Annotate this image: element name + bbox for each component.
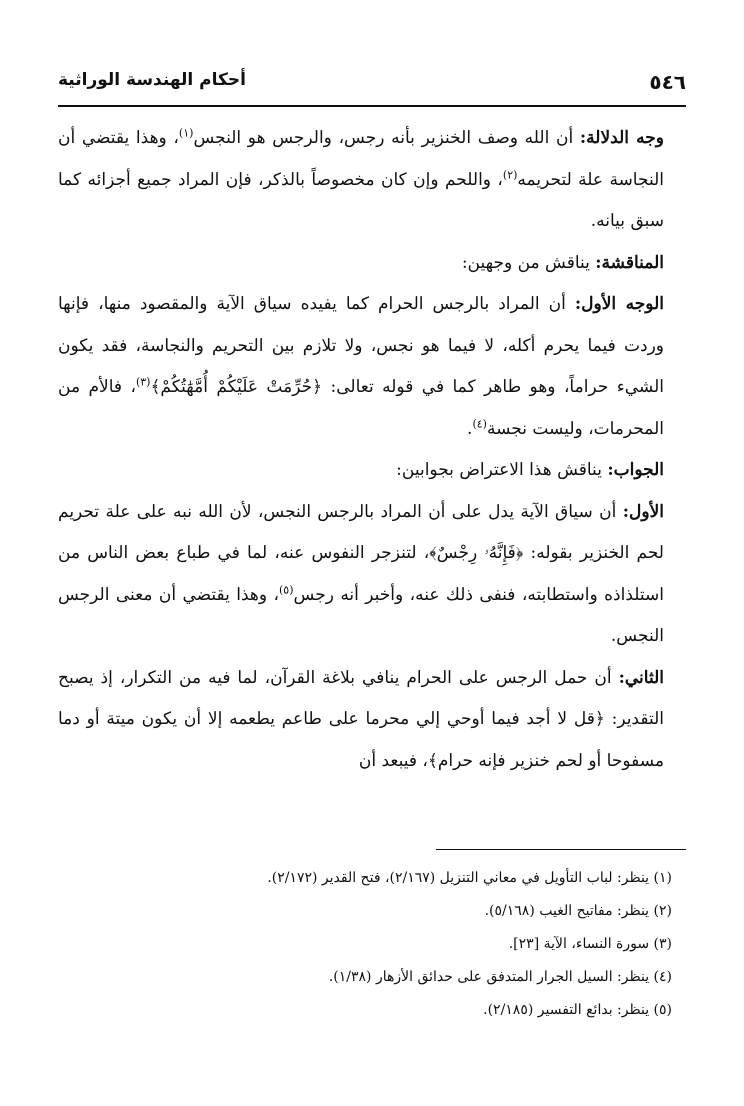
paragraph-first [58, 492, 686, 658]
paragraph-text: أن المراد بالرجس الحرام كما يفيده سياق الآية والمقصود منها، فإنها وردت فيما يحرم أكله، لا فيما هو نجس، ولا تلازم بين التحريم والنجاسة، فقد يكون الشيء حراماً، وهو طاهر كما في قوله تعالى: ﴿حُرِّمَتْ عَلَيْكُمْ أُمَّهَٰتُكُمْ﴾ [58, 294, 664, 397]
paragraph-discussion [58, 243, 686, 285]
label-answer: الجواب: [607, 460, 664, 480]
footnote-item: (١) ينظر: لباب التأويل في معاني التنزيل (٢/١٦٧)، فتح القدير (٢/١٧٢). [267, 870, 672, 886]
paragraph-second [58, 658, 686, 783]
paragraph-text: يناقش هذا الاعتراض بجوابين: [396, 460, 608, 480]
page-header [58, 70, 686, 100]
page-number: ٥٤٦ [649, 70, 686, 94]
paragraph-evidence [58, 118, 686, 243]
paragraph-text: يناقش من وجهين: [461, 252, 596, 273]
footnote-ref: (٤) [472, 416, 487, 430]
footnote-item: (٤) ينظر: السيل الجرار المتدفق على حدائق الأزهار (١/٣٨). [328, 969, 672, 985]
label-first-aspect: الوجه الأول: [574, 294, 664, 314]
footnote-ref: (٣) [135, 375, 151, 389]
paragraph-text: ، فالأم من المحرمات، وليست نجسة [58, 377, 664, 439]
paragraph-text: ، وهذا يقتضي أن معنى الرجس النجس. [58, 584, 664, 646]
header-rule [58, 105, 686, 107]
paragraph-text: . [467, 418, 473, 439]
footnote-item: (٥) ينظر: بدائع التفسير (٢/١٨٥). [483, 1002, 672, 1018]
paragraph-answer [58, 450, 686, 492]
paragraph-text: ، واللحم وإن كان مخصوصاً بالذكر، فإن المراد جميع أجزائه كما سبق بيانه. [58, 169, 664, 231]
footnotes [58, 862, 686, 1027]
paragraph-text: ، وهذا يقتضي أن النجاسة علة لتحريمه [58, 128, 664, 190]
paragraph-text: أن الله وصف الخنزير بأنه رجس، والرجس هو النجس [193, 128, 580, 148]
label-second: الثاني: [618, 667, 664, 688]
footnote-item: (٢) ينظر: مفاتيح الغيب (٥/١٦٨). [484, 903, 672, 919]
footnote-ref: (٥) [279, 582, 294, 596]
footnote-ref: (١) [178, 126, 194, 140]
running-title: أحكام الهندسة الوراثية [58, 70, 246, 90]
label-first: الأول: [622, 501, 664, 522]
footnote-item: (٣) سورة النساء، الآية [٢٣]. [508, 936, 672, 952]
footnote-rule [436, 849, 686, 850]
paragraph-text: أن سياق الآية يدل على أن المراد بالرجس النجس، لأن الله نبه على علة تحريم لحم الخنزير بقوله: ﴿فَإِنَّهُۥ رِجْسٌ﴾، لتنزجر النفوس عنه، لما في طباع بعض الناس من استلذاذه واستطابته، فنفى ذلك عنه، وأخبر أنه رجس [58, 501, 664, 605]
label-evidence: وجه الدلالة: [579, 128, 664, 148]
paragraph-text: أن حمل الرجس على الحرام ينافي بلاغة القرآن، لما فيه من التكرار، إذ يصبح التقدير: ﴿قل لا أجد فيما أوحي إلي محرما على طاعم يطعمه إلا أن يكون ميتة أو دما مسفوحا أو لحم خنزير فإنه حرام﴾، فيبعد أن [58, 667, 664, 771]
label-discussion: المناقشة: [595, 252, 664, 273]
footnote-ref: (٢) [502, 167, 518, 181]
main-text [58, 118, 686, 782]
paragraph-first-aspect [58, 284, 686, 450]
